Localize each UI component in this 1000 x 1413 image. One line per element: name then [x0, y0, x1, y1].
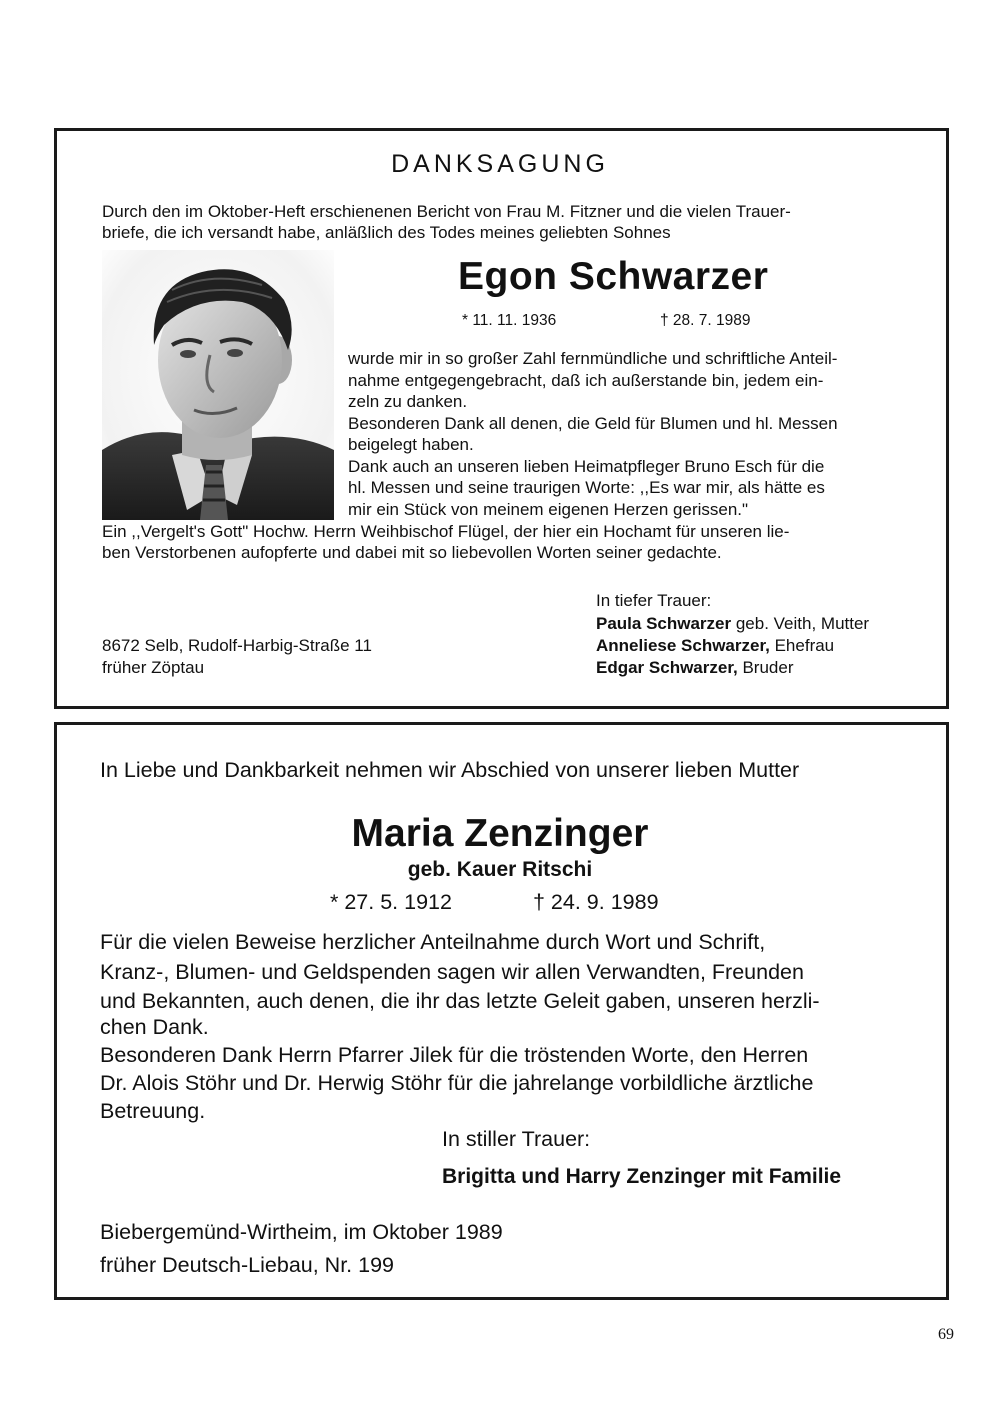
mourner-1: Paula Schwarzer geb. Veith, Mutter [596, 614, 870, 633]
closing-line-2: ben Verstorbenen aufopferte und dabei mit so liebevollen Worten seiner gedachte. [102, 543, 722, 562]
body-line-5: beigelegt haben. [348, 435, 474, 454]
closing-line-1: Ein ,,Vergelt's Gott" Hochw. Herrn Weihbischof Flügel, der hier ein Hochamt für unseren lie- [102, 522, 790, 541]
body-line-7: Betreuung. [100, 1099, 206, 1123]
body-line-7: hl. Messen und seine traurigen Worte: ,,Es war mir, als hätte es [348, 478, 825, 497]
body-line-1: wurde mir in so großer Zahl fernmündliche und schriftliche Anteil- [348, 349, 838, 368]
address-line-1: 8672 Selb, Rudolf-Harbig-Straße 11 [102, 636, 372, 655]
body-line-8: mir ein Stück von meinem eigenen Herzen gerissen." [348, 500, 749, 519]
signatories: Brigitta und Harry Zenzinger mit Familie [442, 1165, 842, 1188]
deceased-name-maria: Maria Zenzinger [351, 812, 649, 855]
body-line-6: Dr. Alois Stöhr und Dr. Herwig Stöhr für die jahrelange vorbildliche ärztliche [100, 1071, 814, 1095]
mourning-label: In tiefer Trauer: [596, 591, 712, 610]
place-line-2: früher Deutsch-Liebau, Nr. 199 [100, 1253, 394, 1277]
notice-lead: In Liebe und Dankbarkeit nehmen wir Abschied von unserer lieben Mutter [100, 758, 800, 782]
body-line-6: Dank auch an unseren lieben Heimatpfleger Bruno Esch für die [348, 457, 825, 476]
deceased-name-egon: Egon Schwarzer [458, 255, 769, 298]
body-line-2: nahme entgegengebracht, daß ich außerstande bin, jedem ein- [348, 371, 824, 390]
death-date: † 24. 9. 1989 [533, 890, 659, 914]
body-line-4: Besonderen Dank all denen, die Geld für Blumen und hl. Messen [348, 414, 838, 433]
intro-line-2: briefe, die ich versandt habe, anläßlich des Todes meines geliebten Sohnes [102, 223, 671, 242]
notice-heading: DANKSAGUNG [391, 150, 609, 178]
place-line-1: Biebergemünd-Wirtheim, im Oktober 1989 [100, 1220, 503, 1244]
body-line-2: Kranz-, Blumen- und Geldspenden sagen wir allen Verwandten, Freunden [100, 960, 804, 984]
body-line-3: zeln zu danken. [348, 392, 468, 411]
birth-date: * 11. 11. 1936 [462, 312, 557, 329]
body-line-4: chen Dank. [100, 1015, 209, 1039]
intro-line-1: Durch den im Oktober-Heft erschienenen Bericht von Frau M. Fitzner und die vielen Trauer- [102, 202, 791, 221]
page-number: 69 [938, 1326, 954, 1343]
body-line-1: Für die vielen Beweise herzlicher Anteilnahme durch Wort und Schrift, [100, 930, 766, 954]
body-line-3: und Bekannten, auch denen, die ihr das letzte Geleit gaben, unseren herzli- [100, 989, 820, 1013]
mourning-label: In stiller Trauer: [442, 1127, 591, 1151]
maiden-name: geb. Kauer Ritschi [407, 858, 593, 881]
address-line-2: früher Zöptau [102, 658, 205, 677]
death-date: † 28. 7. 1989 [660, 312, 751, 329]
mourner-2: Anneliese Schwarzer, Ehefrau [596, 636, 835, 655]
portrait-photo [102, 250, 334, 520]
body-line-5: Besonderen Dank Herrn Pfarrer Jilek für die tröstenden Worte, den Herren [100, 1043, 809, 1067]
birth-date: * 27. 5. 1912 [330, 890, 452, 914]
mourner-3: Edgar Schwarzer, Bruder [596, 658, 794, 677]
